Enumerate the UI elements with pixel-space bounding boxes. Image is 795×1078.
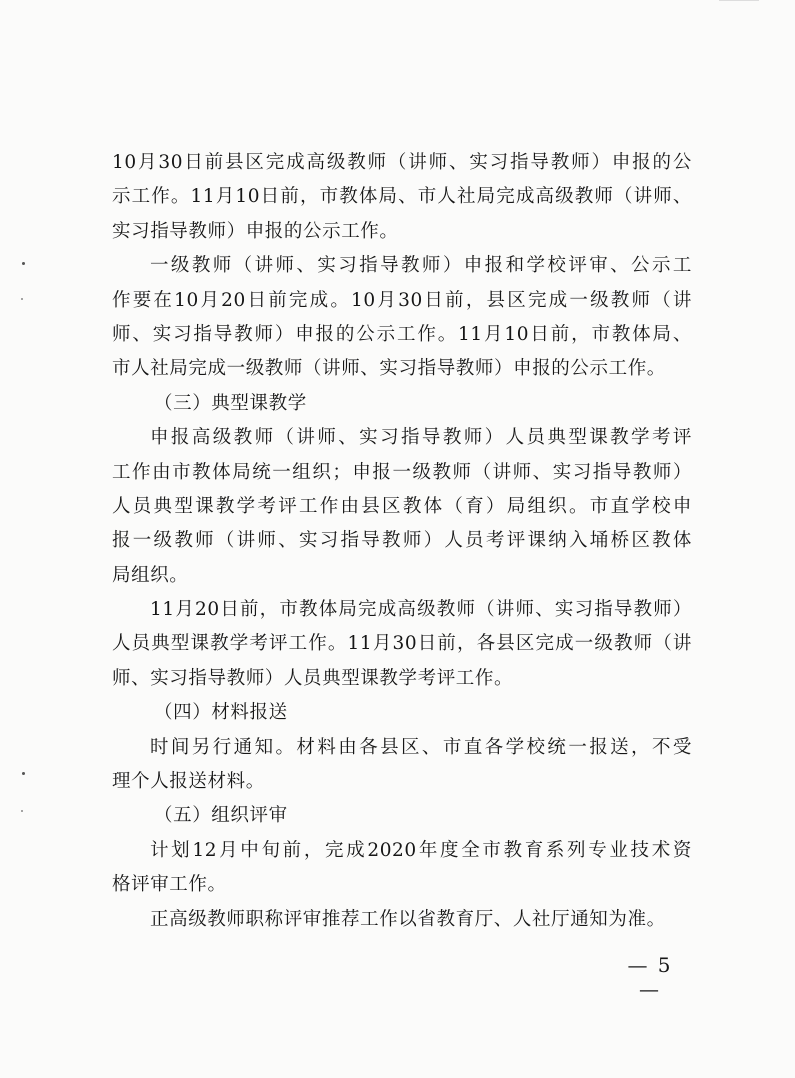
text-line: 报一级教师（讲师、实习指导教师）人员考评课纳入埇桥区教体 bbox=[112, 530, 692, 552]
text-line: 计划12月中旬前，完成2020年度全市教育系列专业技术资 bbox=[150, 839, 692, 861]
section-heading: （四）材料报送 bbox=[154, 702, 288, 724]
paragraph bbox=[112, 146, 692, 249]
paragraph bbox=[112, 593, 692, 696]
paragraph bbox=[112, 731, 692, 800]
text-line: 人员典型课教学考评工作由县区教体（育）局组织。市直学校申 bbox=[112, 495, 692, 517]
text-line: 一级教师（讲师、实习指导教师）申报和学校评审、公示工 bbox=[150, 255, 692, 277]
text-line: 师、实习指导教师）人员典型课教学考评工作。 bbox=[112, 667, 514, 689]
text-line: 师、实习指导教师）申报的公示工作。11月10日前，市教体局、 bbox=[112, 323, 692, 345]
paragraph bbox=[112, 421, 692, 593]
scan-speck bbox=[22, 262, 25, 265]
text-line: 工作由市教体局统一组织；申报一级教师（讲师、实习指导教师） bbox=[112, 461, 692, 483]
scan-speck bbox=[21, 810, 23, 812]
scan-edge-mark bbox=[719, 0, 759, 7]
paragraph bbox=[112, 903, 692, 937]
text-line: 正高级教师职称评审推荐工作以省教育厅、人社厅通知为准。 bbox=[150, 908, 666, 930]
text-line: 局组织。 bbox=[112, 564, 189, 586]
section-heading: （五）组织评审 bbox=[154, 805, 288, 827]
document-body bbox=[112, 146, 692, 937]
text-line: 实习指导教师）申报的公示工作。 bbox=[112, 220, 399, 242]
scan-speck bbox=[22, 772, 25, 775]
text-line: 理个人报送材料。 bbox=[112, 771, 265, 793]
text-line: 格评审工作。 bbox=[112, 874, 227, 896]
scan-speck bbox=[21, 298, 23, 300]
text-line: 人员典型课教学考评工作。11月30日前，各县区完成一级教师（讲 bbox=[112, 633, 692, 655]
paragraph bbox=[112, 834, 692, 903]
text-line: 申报高级教师（讲师、实习指导教师）人员典型课教学考评 bbox=[150, 427, 692, 449]
text-line: 作要在10月20日前完成。10月30日前，县区完成一级教师（讲 bbox=[112, 289, 692, 311]
text-line: 示工作。11月10日前，市教体局、市人社局完成高级教师（讲师、 bbox=[112, 186, 692, 208]
paragraph bbox=[112, 249, 692, 387]
page-number: — 5 — bbox=[627, 953, 673, 1001]
text-line: 时间另行通知。材料由各县区、市直各学校统一报送，不受 bbox=[150, 736, 692, 758]
section-heading: （三）典型课教学 bbox=[154, 392, 307, 414]
text-line: 市人社局完成一级教师（讲师、实习指导教师）申报的公示工作。 bbox=[112, 358, 666, 380]
text-line: 11月20日前，市教体局完成高级教师（讲师、实习指导教师） bbox=[150, 599, 692, 621]
text-line: 10月30日前县区完成高级教师（讲师、实习指导教师）申报的公 bbox=[112, 152, 692, 173]
